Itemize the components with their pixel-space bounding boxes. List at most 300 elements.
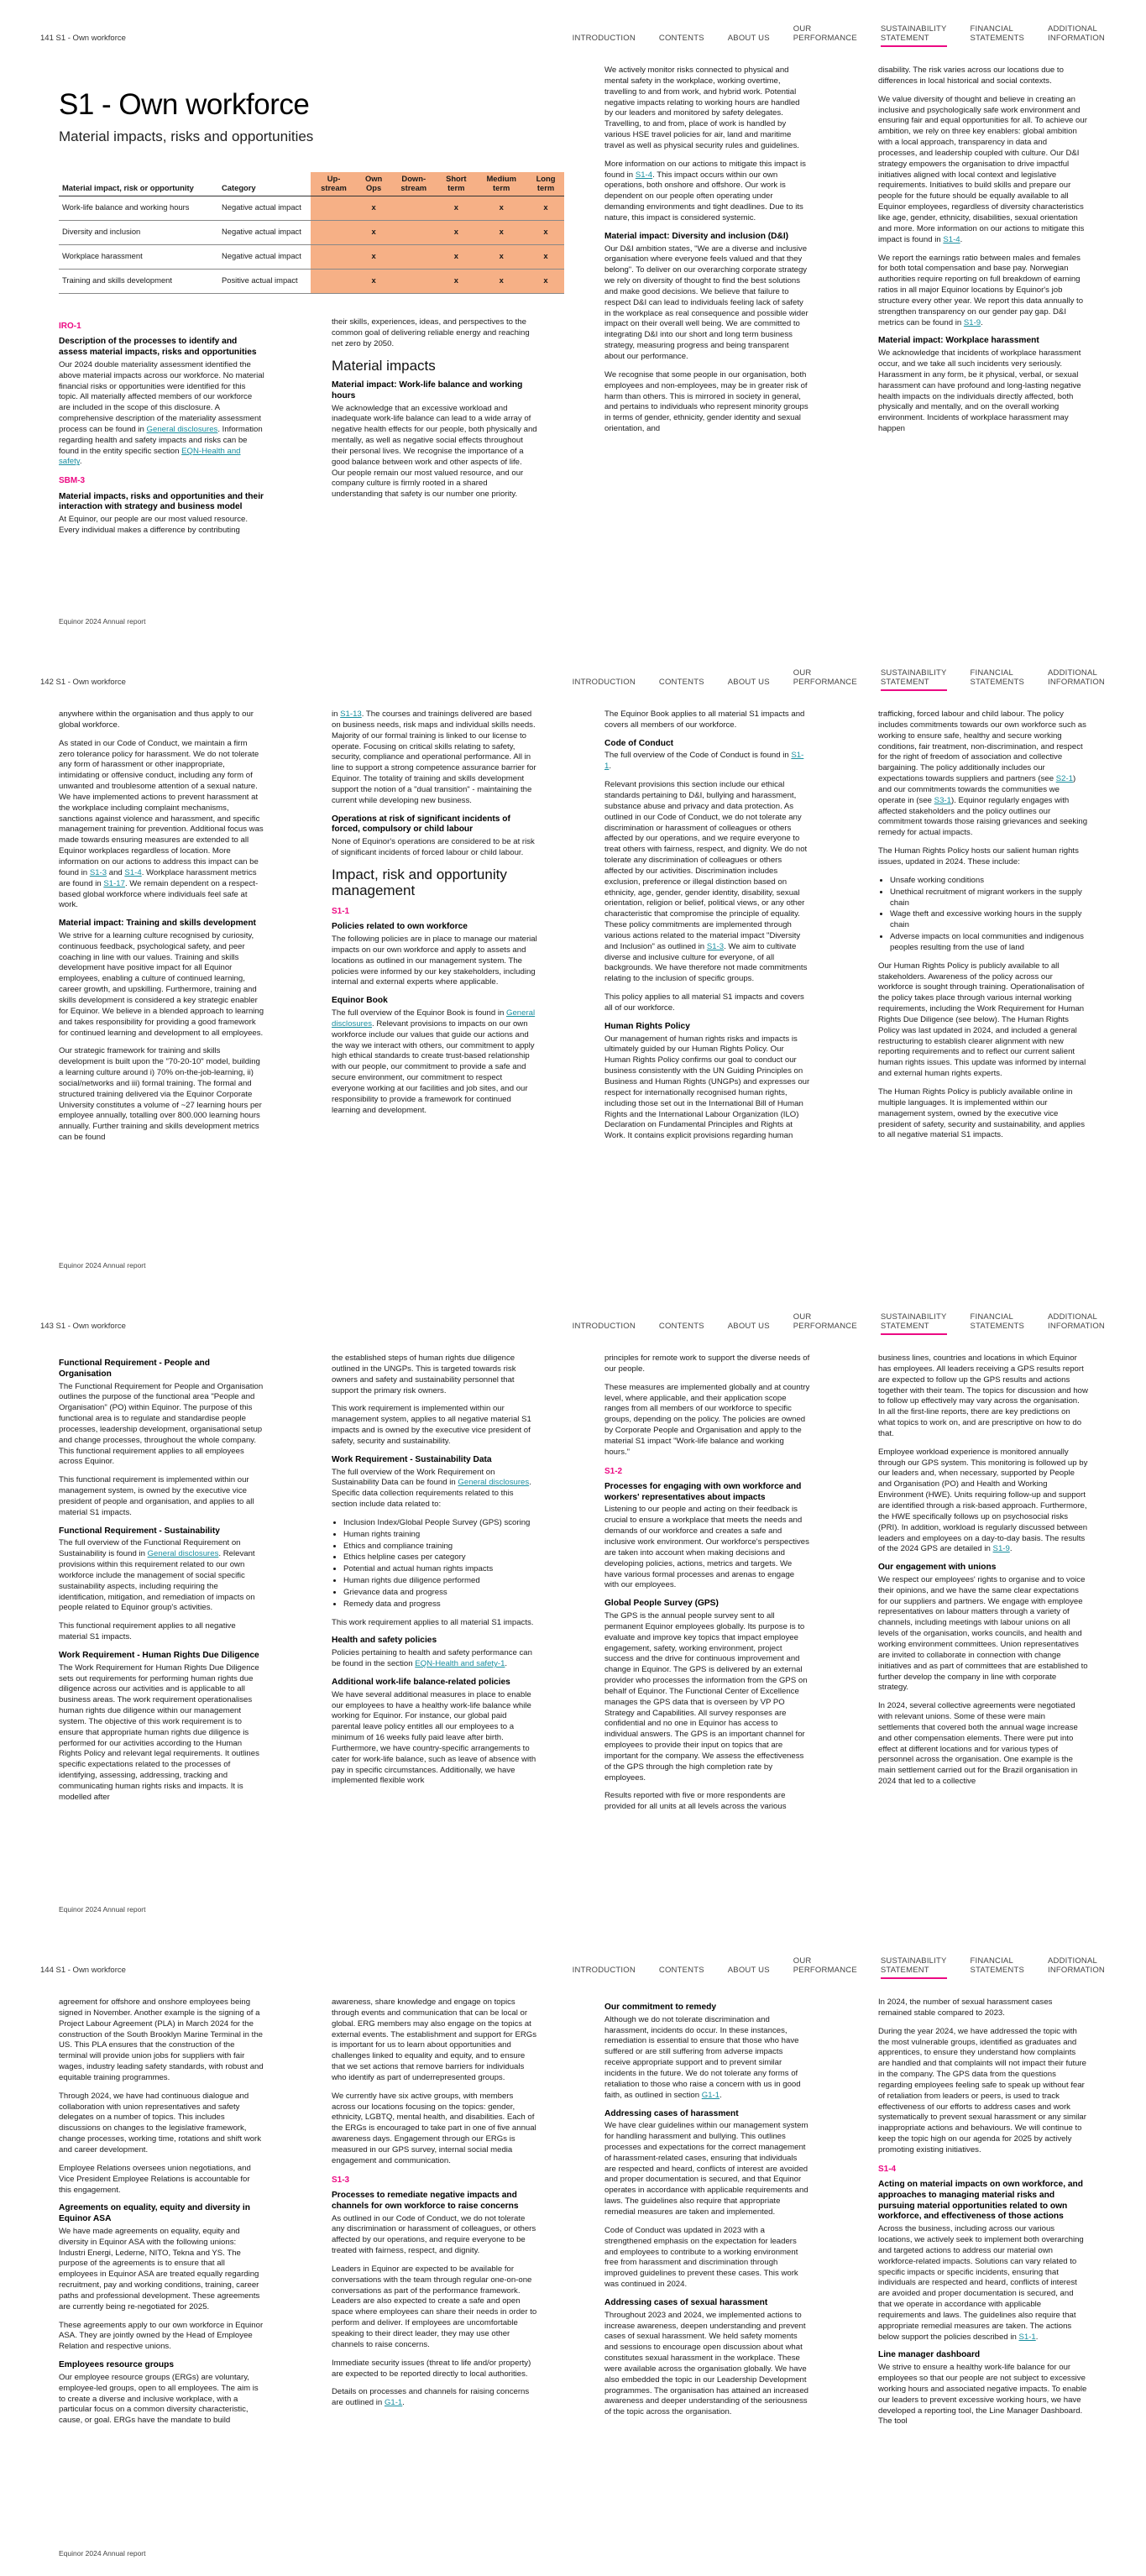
text-column — [332, 317, 537, 607]
cross-reference-link[interactable]: S1-9 — [992, 1544, 1010, 1554]
text-column — [878, 65, 1088, 607]
paragraph-text: Our management of human rights risks and impacts is ultimately guided by our Human Rights Policy. Our Human Rights Policy confirms our goal to conduct our business consistently with the UN Guiding Principles on Business and Human Rights (UNGPs) and expresses our respect for internationally recognised human rights, including those set out in the International Bill of Human Rights and the International Labour Organization (ILO) Declaration on Fundamental Principles and Rights at Work. It contains explicit provisions regarding human — [604, 1034, 810, 1141]
table-cell: Workplace harassment — [59, 244, 218, 269]
paragraph — [878, 254, 1088, 329]
section-heading: Our commitment to remedy — [604, 2003, 717, 2012]
paragraph-text: Our strategic framework for training and skills development is built upon the "70-20-10" model, building a learning culture around i) 70% on-the-job-learning, ii) social/networks and iii) formal training. The formal and structured training delivered via the Equinor Corporate University constitutes a volume of ~27 learning hours per employee annually, totalling over 800.000 learning hours annually. Further training and skills development metrics can be found — [59, 1046, 262, 1143]
paragraph-text: Our 2024 double materiality assessment identified the above material impacts across our workforce. No material financial risks or opportunities were identified for this topic. All materially affected members of our workforce are included in the scope of this disclosure. A comprehensive description of the materiality assessment process can be found in — [59, 359, 264, 434]
paragraph-text: During the year 2024, we have addressed the topic with the most vulnerable groups, identified as graduates and apprentices, to ensure they understand how complaints are handled and that complaints will not impact their future in the company. The GPS data from the questions regarding employees feeling safe to speak up without fear of retaliation from leaders or peers, is used to track effectiveness of our efforts to address cases and work systematically to prevent sexual harassment or any similar inappropriate actions and behaviours. We will continue to keep the topic high on our agenda for 2025 by actively promoting existing initiatives. — [878, 2026, 1086, 2155]
bullet-item: • Remedy data and progress — [343, 1600, 537, 1610]
text-column — [59, 709, 264, 1251]
paragraph-text: Details on processes and channels for raising concerns are outlined in — [332, 2387, 530, 2408]
bullet-item: • Adverse impacts on local communities and indigenous peoples resulting from the use of land — [890, 932, 1088, 954]
paragraph-text: We currently have six active groups, with members across our locations focusing on the topics: gender, ethnicity, LGBTQ, mental health, and disabilities. Each of the ERGs is encouraged to take part in one of five annual awareness days. Engagement through our ERGs is measured in our GPS survey, internal social media engagement and communication. — [332, 2091, 536, 2165]
text-column — [878, 1997, 1088, 2539]
nav-item-contents[interactable]: CONTENTS — [658, 1322, 704, 1332]
table-row — [59, 196, 564, 220]
table-header-cell: Long term — [527, 172, 564, 196]
paragraph — [604, 244, 810, 363]
nav-item-sustainability-statement[interactable]: SUSTAINABILITY STATEMENT — [869, 668, 959, 687]
bullet-item: • Grievance data and progress — [343, 1588, 537, 1599]
paragraph-text: . — [720, 2090, 722, 2100]
section-heading: Addressing cases of harassment — [604, 2108, 739, 2118]
paragraph-text: We have clear guidelines within our management system for handling harassment and bullying. This outlines processes and expectations for the correct management of harassment-related cases, ensuring that individuals are respected and heard, conflicts of interest are avoided and proper documentation is secured, and that Equinor operates in accordance with applicable requirements and laws. The guidelines also require that appropriate remedial measures are taken and implemented. — [604, 2121, 808, 2217]
paragraph — [604, 1791, 810, 1813]
disclosure-code: IRO-1 — [59, 322, 81, 331]
table-cell: x — [437, 196, 475, 220]
paragraph — [604, 2311, 810, 2418]
table-cell: x — [475, 220, 527, 244]
paragraph — [332, 1997, 537, 2084]
table-cell — [390, 220, 437, 244]
text-column — [332, 1997, 537, 2539]
table-cell — [311, 220, 357, 244]
page-number: 144 S1 - Own workforce — [40, 1966, 126, 1975]
paragraph-text: . — [609, 762, 612, 772]
paragraph-text: The Functional Requirement for People and Organisation outlines the purpose of the functional area "People and Organisation" (PO) within Equinor. The purpose of this functional area is to regulate and standardise people processes, leadership development, organisational setup and change processes, throughout the whole company. This functional requirement applies to all employees across Equinor. — [59, 1381, 264, 1467]
nav-item-additional-information[interactable]: ADDITIONAL INFORMATION — [1048, 1312, 1105, 1332]
section-heading: Our engagement with unions — [878, 1563, 997, 1573]
nav-item-financial-statements[interactable]: FINANCIAL STATEMENTS — [970, 24, 1024, 44]
cross-reference-link[interactable]: S1-4 — [635, 170, 653, 180]
paragraph — [878, 961, 1088, 1080]
table-cell: Diversity and inclusion — [59, 220, 218, 244]
cross-reference-link[interactable]: S1-9 — [963, 317, 981, 327]
paragraph — [878, 65, 1088, 87]
text-column — [878, 1353, 1088, 1895]
paragraph — [332, 2387, 537, 2409]
bullet-list — [890, 876, 1088, 954]
paragraph-text: The full overview of the Work Requirement on Sustainability Data can be found in — [332, 1467, 495, 1488]
page — [0, 1288, 1146, 1932]
paragraph — [59, 1621, 264, 1643]
cross-reference-link[interactable]: S1-4 — [943, 234, 960, 244]
cross-reference-link[interactable]: General disclosures — [332, 1008, 536, 1029]
paragraph-text: Leaders in Equinor are expected to be available for conversations with the team through regular one-on-one conversations as part of the performance framework. Leaders are also expected to create a safe and open space where employees can share their needs in order to perform and deliver. If employees are uncomfortable speaking to their direct leader, they may use other channels to raise concerns. — [332, 2264, 537, 2349]
section-heading: Material impact: Workplace harassment — [878, 336, 1039, 346]
paragraph-text: ) and our commitments towards the communities we operate in (see — [878, 774, 1076, 805]
paragraph — [59, 1538, 264, 1614]
table-cell: x — [527, 220, 564, 244]
nav-item-sustainability-statement[interactable]: SUSTAINABILITY STATEMENT — [869, 1312, 959, 1331]
paragraph-text: agreement for offshore and onshore employees being signed in November. Another example is the signing of a Project Labour Agreement (PLA) in March 2024 for the construction of the South Brooklyn Marine Terminal in the US. This PLA ensures that the construction of the terminal will provide union jobs for suppliers with fair wages, industry leading safety standards, with robust and equitable training programmes. — [59, 1997, 264, 2082]
paragraph — [332, 1353, 537, 1396]
section-heading: Policies related to own workforce — [332, 922, 468, 932]
cross-reference-link[interactable]: S1-4 — [124, 867, 142, 877]
paragraph-text: . This impact occurs within our own operations, both onshore and offshore. Our work is dependent on our people often operating under demanding environments and tight deadlines. Due to its nature, this impact is considered systemic. — [604, 170, 803, 223]
section-heading: Material impact: Work-life balance and working hours — [332, 380, 523, 401]
disclosure-code: S1-1 — [332, 906, 350, 916]
cross-reference-link[interactable]: S1-13 — [340, 709, 362, 719]
section-heading: Processes to remediate negative impacts and channels for own workforce to raise concerns — [332, 2191, 519, 2211]
nav-item-introduction[interactable]: INTRODUCTION — [572, 1322, 636, 1332]
nav-item-our-performance[interactable]: OUR PERFORMANCE — [793, 668, 857, 688]
bullet-item: • Human rights due diligence performed — [343, 1576, 537, 1587]
paragraph — [604, 2015, 810, 2102]
table-row — [59, 244, 564, 269]
paragraph-text: We acknowledge that an excessive workload and inadequate work-life balance can lead to a wide array of negative health effects for our people, both physically and mentally, as well as negative social effects throughout their personal lives. We recognise the importance of a good balance between work and other aspects of life. Our people remain our most valued resource, and our company culture is firmly rooted in a shared understanding that safety is our number one priority. — [332, 403, 537, 500]
section-title: Material impacts — [332, 357, 436, 374]
section-heading: Description of the processes to identify and assess material impacts, risks and opportunities — [59, 337, 257, 358]
table-cell: x — [475, 196, 527, 220]
cross-reference-link[interactable]: S1-17 — [103, 878, 125, 888]
paragraph-text: As stated in our Code of Conduct, we maintain a firm zero tolerance policy for harassment. We do not tolerate any form of harassment or other inappropriate, intimidating or offensive conduct, including any form of unwanted and troublesome attention of a sexual nature. We have implemented actions to prevent harassment at the workplace including complaint mechanisms, sanctions against violence and harassment, and specific management training for prevention. Additional focus was made towards ensuring measures are extended to all Equinor workplaces regardless of location. More information on our actions to address this impact can be found in — [59, 738, 264, 877]
table-cell — [390, 244, 437, 269]
page-header — [0, 644, 1146, 696]
section-heading: Material impact: Training and skills development — [59, 919, 256, 929]
paragraph-text: The Human Rights Policy is publicly available online in multiple languages. It is implemented within our management system, owned by the executive vice president of safety, security and sustainability, and applies to all negative material S1 impacts. — [878, 1087, 1086, 1140]
table-cell — [311, 244, 357, 269]
section-heading: Employees resource groups — [59, 2360, 175, 2370]
paragraph — [59, 1382, 264, 1469]
table-cell: Negative actual impact — [218, 244, 311, 269]
paragraph-text: . Relevant provisions within this requirement related to our own workforce include the management of social specific sustainability aspects, including requiring the identification, mitigation, and remediation of impacts on people related to Equinor group's activities. — [59, 1549, 255, 1613]
nav-item-additional-information[interactable]: ADDITIONAL INFORMATION — [1048, 24, 1105, 44]
paragraph-text: . — [981, 317, 983, 327]
nav-item-financial-statements[interactable]: FINANCIAL STATEMENTS — [970, 1312, 1024, 1332]
paragraph-text: We report the earnings ratio between males and females for both total compensation and base pay. Norwegian authorities require reporting on full breakdown of earning ratios in all major Equinor locations by Equinor's job structure every other year. We report this data annually to strengthen transparency on our gender pay gap. D&I metrics can be found in — [878, 253, 1084, 327]
page-footer: Equinor 2024 Annual report — [59, 617, 146, 626]
paragraph-text: . — [1035, 2332, 1039, 2342]
bullet-item: • Inclusion Index/Global People Survey (GPS) scoring — [343, 1518, 537, 1529]
nav-item-about-us[interactable]: ABOUT US — [727, 1322, 770, 1332]
text-column — [332, 1353, 537, 1895]
paragraph-text: . — [79, 457, 82, 467]
cross-reference-link[interactable]: EQN-Health and safety — [59, 446, 241, 467]
table-header-cell: Category — [218, 172, 311, 196]
cross-reference-link[interactable]: G1-1 — [384, 2398, 403, 2408]
paragraph-text: . We aim to cultivate diverse and inclusive culture for everyone, of all backgrounds. We have therefore not made commitments relating to the inclusion of specific groups. — [604, 941, 808, 984]
nav-item-sustainability-statement[interactable]: SUSTAINABILITY STATEMENT — [869, 1956, 959, 1975]
cross-reference-link[interactable]: General disclosures — [147, 1549, 219, 1559]
paragraph — [604, 1505, 810, 1591]
paragraph — [59, 360, 264, 468]
paragraph-text: None of Equinor's operations are considered to be at risk of significant incidents of forced labour or child labour. — [332, 837, 535, 857]
nav-item-about-us[interactable]: ABOUT US — [727, 678, 770, 688]
text-column — [59, 1997, 264, 2539]
paragraph-text: Employee Relations oversees union negotiations, and Vice President Employee Relations is accountable for this engagement. — [59, 2163, 251, 2195]
paragraph — [59, 2164, 264, 2196]
paragraph-text: In 2024, the number of sexual harassment cases remained stable compared to 2023. — [878, 1997, 1053, 2018]
table-cell: x — [475, 269, 527, 293]
table-cell — [390, 269, 437, 293]
paragraph — [604, 1383, 810, 1458]
section-heading: Material impact: Diversity and inclusion (D&I) — [604, 231, 789, 241]
paragraph-text: This policy applies to all material S1 impacts and covers all of our workforce. — [604, 992, 804, 1013]
cross-reference-link[interactable]: S1-1 — [604, 751, 804, 772]
section-heading: Addressing cases of sexual harassment — [604, 2297, 768, 2307]
paragraph-text: . — [505, 1659, 508, 1669]
paragraph — [59, 515, 264, 537]
paragraph — [878, 1701, 1088, 1788]
top-navigation — [561, 24, 1117, 43]
paragraph-text: We acknowledge that incidents of workplace harassment occur, and we take all such incidents very seriously. Harassment in any form, be it physical, verbal, or sexual harassment can have profound and long-lasting negative health impacts on the individuals directly affected, both physically and mentally, and on the overall working environment. Incidents of workplace harassment may happen — [878, 348, 1081, 434]
text-column — [59, 1353, 264, 1895]
paragraph-text: . Specific data collection requirements related to this section include data related to: — [332, 1478, 531, 1510]
cross-reference-link[interactable]: General disclosures — [458, 1478, 530, 1488]
paragraph — [604, 1034, 810, 1142]
disclosure-code: S1-3 — [332, 2175, 350, 2185]
paragraph-text: . — [960, 234, 963, 244]
paragraph — [59, 1663, 264, 1804]
paragraph-text: We value diversity of thought and believe in creating an inclusive and psychologically safe work environment and ensuring fair and equal opportunities for all. To achieve our ambition, we rely on three key enablers: global ambition with a local approach, transparency in data and processes, and leadership coupled with culture. Our D&I strategy empowers the organisation to drive impactful initiatives aligned with local context and legislative requirements. Initiatives to build skills and prepare our people for the future should be equally available to all Equinor employees, regardless of diversity characteristics like age, gender, ethnicity, disabilities, sexual orientation and more. More information on our actions to mitigate this impact is found in — [878, 94, 1087, 244]
paragraph — [332, 2214, 537, 2257]
section-heading: Work Requirement - Human Rights Due Diligence — [59, 1650, 259, 1660]
section-heading: Equinor Book — [332, 996, 388, 1006]
page-subtitle: Material impacts, risks and opportunities — [59, 128, 314, 144]
paragraph — [878, 1353, 1088, 1440]
paragraph-text: trafficking, forced labour and child labour. The policy includes commitments towards our own workforce such as working to ensure safe, healthy and secure working conditions, fair treatment, non-discrimination, and respect for the right of freedom of association and collective bargaining. The policy additionally includes our expectations towards suppliers and partners (see — [878, 709, 1086, 784]
paragraph — [59, 2092, 264, 2156]
text-column — [604, 1997, 810, 2539]
nav-item-introduction[interactable]: INTRODUCTION — [572, 678, 636, 688]
page-header — [0, 0, 1146, 52]
paragraph-text: Immediate security issues (threat to life and/or property) are expected to be reported directly to local authorities. — [332, 2358, 531, 2379]
paragraph-text: As outlined in our Code of Conduct, we do not tolerate any discrimination or harassment of colleagues, or others affected by our operations, and require everyone to be treated with fairness, respect, and dignity. — [332, 2213, 536, 2256]
page-title: S1 - Own workforce — [59, 88, 310, 121]
paragraph-text: We respect our employees' rights to organise and to voice their opinions, and we have the same clear expectations for our suppliers and partners. We engage with employee representatives on labour matters through a variety of channels, including meetings with labour unions on all levels of the organisation, works councils, and health and working environment committees. Union representatives are invited to collaborate in connection with change initiatives and as part of committees that are established to further develop the company in line with corporate strategy. — [878, 1574, 1088, 1693]
nav-item-about-us[interactable]: ABOUT US — [727, 34, 770, 44]
paragraph-text: The following policies are in place to manage our material impacts on our own workforce and apply to assets and locations as outlined in our management system. The policies were informed by our key stakeholders, including internal and external experts where applicable. — [332, 935, 537, 987]
nav-item-introduction[interactable]: INTRODUCTION — [572, 1966, 636, 1976]
paragraph-text: . — [402, 2398, 405, 2408]
table-header-cell: Short term — [437, 172, 475, 196]
paragraph-text: The full overview of the Equinor Book is found in — [332, 1008, 506, 1018]
paragraph — [878, 2363, 1088, 2427]
nav-item-additional-information[interactable]: ADDITIONAL INFORMATION — [1048, 1956, 1105, 1976]
nav-item-our-performance[interactable]: OUR PERFORMANCE — [793, 24, 857, 44]
paragraph — [59, 739, 264, 912]
paragraph — [878, 709, 1088, 839]
paragraph — [332, 404, 537, 501]
paragraph-text: These measures are implemented globally and at country level, where applicable, and their application scope ranges from all members of our workforce to specific groups, depending on the policy. The policies are owned by Corporate People and Organisation and apply to the material S1 impact "Work-life balance and working hours." — [604, 1382, 810, 1457]
paragraph — [878, 1087, 1088, 1141]
paragraph-text: The Work Requirement for Human Rights Due Diligence sets out requirements for performing human rights due diligence across our activities and is applicable to all business areas. The work requirement operationalises human rights due diligence within our management system. The objective of this work requirement is to ensure that appropriate human rights due diligence is performed for our activities according to the Human Rights Policy and relevant legal requirements. It outlines specific expectations related to the processes of identifying, assessing, addressing, tracking and communicating human rights risks and impacts. It is modelled after — [59, 1662, 259, 1802]
cross-reference-link[interactable]: General disclosures — [146, 424, 218, 434]
paragraph-text: The full overview of the Code of Conduct is found in — [604, 751, 792, 761]
text-column — [604, 65, 810, 607]
nav-item-contents[interactable]: CONTENTS — [658, 34, 704, 44]
table-cell: x — [437, 220, 475, 244]
section-heading: Human Rights Policy — [604, 1021, 690, 1031]
paragraph-text: . Relevant provisions to impacts on our own workforce include our values that guide our actions and the way we interact with others, our commitment to apply high ethical standards to create trust-based relationship with our people, our commitment to provide a safe and secure environment, our commitment to respect everyone working at our facilities and job sites, and our responsibility to provide a framework for continued learning and development. — [332, 1018, 535, 1115]
text-column — [604, 1353, 810, 1895]
paragraph-text: These agreements apply to our own workforce in Equinor ASA. They are jointly owned by the Head of Employee Relation and respective unions. — [59, 2320, 264, 2352]
nav-item-our-performance[interactable]: OUR PERFORMANCE — [793, 1956, 857, 1976]
paragraph-text: Relevant provisions this section include our ethical standards pertaining to D&I, bullying and harassment, substance abuse and privacy and data protection. As outlined in our Code of Conduct, we do not tolerate any discrimination or harassment of colleagues or others affected by our operations, and we require everyone to treat others with fairness, respect, and dignity. We do not tolerate any discrimination of colleagues or others affected by our activities. Discrimination includes exclusion, preference or illegal distinction based on ethnicity, age, gender, gender identity, disability, sexual orientation, religion or belief, political views, or any other characteristic that compromise the principle of equality. These policy commitments are implemented through various actions related to the material impact "Diversity and Inclusion" as outlined in — [604, 780, 808, 951]
paragraph-text: Through 2024, we have had continuous dialogue and collaboration with union representatives and safety delegates on a number of topics. This includes discussions on changes to the legislative framework, change processes, working time, rotations and shift work and career development. — [59, 2091, 262, 2155]
paragraph-text: Throughout 2023 and 2024, we implemented actions to increase awareness, deepen understanding and prevent cases of sexual harassment. We held safety moments and sessions to encourage open discussion about what constitutes sexual harassment in the workplace. These were available across the organisation globally. We have also embedded the topic in our Leadership Development programmes. The organisation has attained an increased awareness and deeper understanding of the seriousness of the topic across the organisation. — [604, 2310, 809, 2417]
paragraph-text: principles for remote work to support the diverse needs of our people. — [604, 1353, 810, 1374]
table-cell: x — [357, 196, 390, 220]
table-header-cell: Material impact, risk or opportunity — [59, 172, 218, 196]
paragraph — [332, 709, 537, 807]
paragraph — [332, 935, 537, 988]
section-heading: Health and safety policies — [332, 1636, 437, 1646]
disclosure-code: SBM-3 — [59, 476, 86, 486]
table-cell — [311, 196, 357, 220]
paragraph-text: We have made agreements on equality, equity and diversity in Equinor ASA with the following unions: Industri Energi, Lederne, NITO, Tekna and YS. The purpose of the agreements is to ensure that all employees in Equinor ASA are treated equally regarding recruitment, pay and working conditions, training, career paths and professional development. These agreements are currently being re-negotiated for 2025. — [59, 2226, 260, 2312]
section-heading: Agreements on equality, equity and diversity in Equinor ASA — [59, 2203, 250, 2224]
table-header-cell: Medium term — [475, 172, 527, 196]
paragraph — [604, 751, 810, 772]
paragraph — [59, 1997, 264, 2084]
section-title: Impact, risk and opportunity management — [332, 866, 507, 899]
table-row — [59, 220, 564, 244]
paragraph — [59, 931, 264, 1039]
section-heading: Additional work-life balance-related policies — [332, 1677, 510, 1687]
table-cell: x — [527, 269, 564, 293]
bullet-item: • Ethics and compliance training — [343, 1542, 537, 1552]
nav-item-sustainability-statement[interactable]: SUSTAINABILITY STATEMENT — [869, 24, 959, 43]
top-navigation — [561, 1312, 1117, 1331]
paragraph — [332, 1404, 537, 1447]
bullet-item: • Potential and actual human rights impacts — [343, 1564, 537, 1575]
disclosure-code: S1-2 — [604, 1466, 623, 1476]
table-header-cell: Up- stream — [311, 172, 357, 196]
paragraph — [604, 1611, 810, 1784]
table-cell: x — [357, 269, 390, 293]
bullet-item: • Human rights training — [343, 1530, 537, 1541]
paragraph — [604, 780, 810, 985]
page — [0, 644, 1146, 1288]
paragraph — [878, 1997, 1088, 2019]
paragraph — [59, 2373, 264, 2427]
page-number: 142 S1 - Own workforce — [40, 678, 126, 687]
top-navigation — [561, 668, 1117, 687]
nav-item-additional-information[interactable]: ADDITIONAL INFORMATION — [1048, 668, 1105, 688]
cross-reference-link[interactable]: G1-1 — [701, 2090, 720, 2100]
table-cell: Negative actual impact — [218, 196, 311, 220]
paragraph-text: We recognise that some people in our organisation, both employees and non-employees, may be in greater risk of harm than others. This is mirrored in society in general, and pertains to individuals who represent minority groups in terms of gender, ethnicity, gender identity and sexual orientation, and — [604, 369, 808, 434]
paragraph — [332, 1618, 537, 1629]
cross-reference-link[interactable]: S1-3 — [89, 867, 107, 877]
paragraph-text: Our Human Rights Policy is publicly available to all stakeholders. Awareness of the policy across our workforce is sought through training. Operationalisation of the policy takes place through various internal working requirements, including the Work Requirement for Human Rights Due Diligence (see below). The Human Rights Policy was last updated in 2024, and included a general restructuring to establish clearer alignment with new reporting requirements and to reflect our current salient human rights issues. This update was informed by internal and external human rights experts. — [878, 961, 1086, 1079]
table-header-cell: Own Ops — [357, 172, 390, 196]
section-heading: Functional Requirement - Sustainability — [59, 1526, 220, 1536]
paragraph — [59, 1046, 264, 1144]
nav-item-our-performance[interactable]: OUR PERFORMANCE — [793, 1312, 857, 1332]
table-cell: x — [475, 244, 527, 269]
nav-item-contents[interactable]: CONTENTS — [658, 1966, 704, 1976]
paragraph — [332, 837, 537, 859]
table-cell: x — [437, 244, 475, 269]
paragraph-text: Results reported with five or more respondents are provided for all units at all levels across the various — [604, 1791, 787, 1812]
section-heading: Functional Requirement - People and Organisation — [59, 1359, 210, 1379]
cross-reference-link[interactable]: S3-1 — [934, 795, 951, 805]
paragraph-text: This work requirement is implemented within our management system, applies to all negative material S1 impacts and is owned by the executive vice president of safety, security and sustainability. — [332, 1404, 531, 1446]
paragraph-text: business lines, countries and locations in which Equinor has employees. All leaders receiving a GPS results report are expected to follow up the GPS results and actions together with their team. The topics for discussion and how to follow up effectively may vary across the organisation. In all the first-line reports, there are key predictions on what topics to work on, and are prescriptive on how to do that. — [878, 1353, 1088, 1438]
paragraph — [59, 709, 264, 731]
paragraph-text: the established steps of human rights due diligence outlined in the UNGPs. This is targeted towards risk owners and safety and sustainability personnel that support the primary risk owners. — [332, 1353, 516, 1395]
text-column — [332, 709, 537, 1251]
text-column — [878, 709, 1088, 1251]
paragraph-text: . We remain dependent on a respect-based global workforce where individuals feel safe at work. — [59, 878, 259, 910]
table-cell: x — [527, 244, 564, 269]
paragraph-text: This functional requirement applies to all negative material S1 impacts. — [59, 1621, 236, 1642]
paragraph-text: We actively monitor risks connected to physical and mental safety in the workplace, working overtime, travelling to and from work, and hybrid work. Potential negative impacts relating to working hours are handled by our leaders and monitored by safety delegates. Travelling, to and from, place of work is handled by various HSE travel policies for air, land and maritime travel as well as physical security rules and guidelines. — [604, 65, 800, 150]
paragraph — [604, 2226, 810, 2291]
paragraph — [604, 2121, 810, 2218]
table-cell — [311, 269, 357, 293]
table-header-cell: Down- stream — [390, 172, 437, 196]
paragraph-text: This work requirement applies to all material S1 impacts. — [332, 1617, 534, 1627]
paragraph — [332, 2264, 537, 2351]
paragraph — [332, 317, 537, 350]
paragraph — [878, 846, 1088, 868]
cross-reference-link[interactable]: EQN-Health and safety-1 — [415, 1659, 505, 1669]
paragraph-text: anywhere within the organisation and thus apply to our global workforce. — [59, 709, 254, 730]
page-footer: Equinor 2024 Annual report — [59, 2549, 146, 2558]
paragraph-text: In 2024, several collective agreements were negotiated with relevant unions. Some of these were main settlements that covered both the annual wage increase and other compensation elements. There were put into effect at different locations and for various types of personnel across the organisation. One example is the main settlement carried out for the Brazil organisation in 2024 that led to a collective — [878, 1701, 1078, 1787]
paragraph-text: We strive for a learning culture recognised by curiosity, continuous feedback, psychological safety, and peer coaching in line with our values. Training and skills development have positive impact for all Equinor employees, enabling a culture of continued learning, career growth, and upskilling. Furthermore, training and skills development is considered a key strategic enabler for Equinor. We believe in a blended approach to learning and takes responsibility for providing a good framework for continued learning and development to all employees. — [59, 930, 264, 1038]
paragraph — [59, 1475, 264, 1518]
cross-reference-link[interactable]: S1-3 — [706, 941, 725, 951]
page-header — [0, 1932, 1146, 1984]
paragraph — [604, 992, 810, 1014]
bullet-item: • Unethical recruitment of migrant workers in the supply chain — [890, 887, 1088, 909]
paragraph-text: The Human Rights Policy hosts our salient human rights issues, updated in 2024. These include: — [878, 846, 1079, 867]
page-footer: Equinor 2024 Annual report — [59, 1261, 146, 1270]
page-header — [0, 1288, 1146, 1340]
materiality-table — [59, 172, 564, 294]
nav-item-financial-statements[interactable]: FINANCIAL STATEMENTS — [970, 668, 1024, 688]
paragraph-text: Although we do not tolerate discrimination and harassment, incidents do occur. In these instances, remediation is essential to ensure that those who have suffered or are still suffering from adverse impacts receive appropriate support and to prevent similar incidents in the future. We do not tolerate any forms of retaliation to those who raise a concern with us in good faith, as outlined in section — [604, 2014, 801, 2100]
table-cell: x — [357, 244, 390, 269]
table-cell: Negative actual impact — [218, 220, 311, 244]
section-heading: Operations at risk of significant incidents of forced, compulsory or child labour — [332, 814, 510, 835]
table-row — [59, 269, 564, 293]
paragraph — [332, 1648, 537, 1670]
paragraph — [604, 370, 810, 435]
cross-reference-link[interactable]: S2-1 — [1055, 774, 1073, 784]
page — [0, 1932, 1146, 2576]
page-number: 141 S1 - Own workforce — [40, 34, 126, 43]
section-heading: Code of Conduct — [604, 738, 674, 748]
table-cell: x — [527, 196, 564, 220]
paragraph-text: Employee workload experience is monitored annually through our GPS system. This monitoring is followed up by our leaders and, when necessary, supported by People and Organisation (PO) and Health and Working Environment (HWE). Units requiring follow-up and support are identified through a risk-based approach. Furthermore, the HWE specifically follows up on psychosocial risks (PRI). In addition, workload is regularly discussed between leaders and employees on a day-to-day basis. The results of the 2024 GPS are detailed in — [878, 1447, 1088, 1554]
bullet-item: • Wage theft and excessive working hours in the supply chain — [890, 909, 1088, 931]
paragraph — [59, 2227, 264, 2313]
top-navigation — [561, 1956, 1117, 1975]
paragraph — [59, 2321, 264, 2353]
paragraph — [604, 160, 810, 224]
section-heading: Material impacts, risks and opportunities and their interaction with strategy and business model — [59, 491, 264, 512]
page-footer: Equinor 2024 Annual report — [59, 1905, 146, 1914]
table-cell: x — [357, 220, 390, 244]
paragraph — [878, 2224, 1088, 2343]
paragraph-text: in — [332, 709, 341, 719]
nav-item-contents[interactable]: CONTENTS — [658, 678, 704, 688]
table-cell: x — [437, 269, 475, 293]
page-number: 143 S1 - Own workforce — [40, 1322, 126, 1331]
table-cell: Work-life balance and working hours — [59, 196, 218, 220]
nav-item-about-us[interactable]: ABOUT US — [727, 1966, 770, 1976]
cross-reference-link[interactable]: S1-1 — [1018, 2332, 1036, 2342]
paragraph — [332, 1468, 537, 1511]
nav-item-financial-statements[interactable]: FINANCIAL STATEMENTS — [970, 1956, 1024, 1976]
paragraph-text: Policies pertaining to health and safety performance can be found in the section — [332, 1648, 532, 1669]
paragraph-text: . Information regarding health and safety impacts and risks can be found in the entity specific section — [59, 424, 263, 456]
paragraph — [878, 2027, 1088, 2156]
section-heading: Global People Survey (GPS) — [604, 1599, 719, 1609]
page — [0, 0, 1146, 644]
bullet-list — [343, 1518, 537, 1610]
paragraph — [332, 1690, 537, 1788]
paragraph-text: their skills, experiences, ideas, and perspectives to the common goal of delivering reliable energy and reaching net zero by 2050. — [332, 317, 530, 348]
nav-item-introduction[interactable]: INTRODUCTION — [572, 34, 636, 44]
paragraph — [332, 2092, 537, 2167]
